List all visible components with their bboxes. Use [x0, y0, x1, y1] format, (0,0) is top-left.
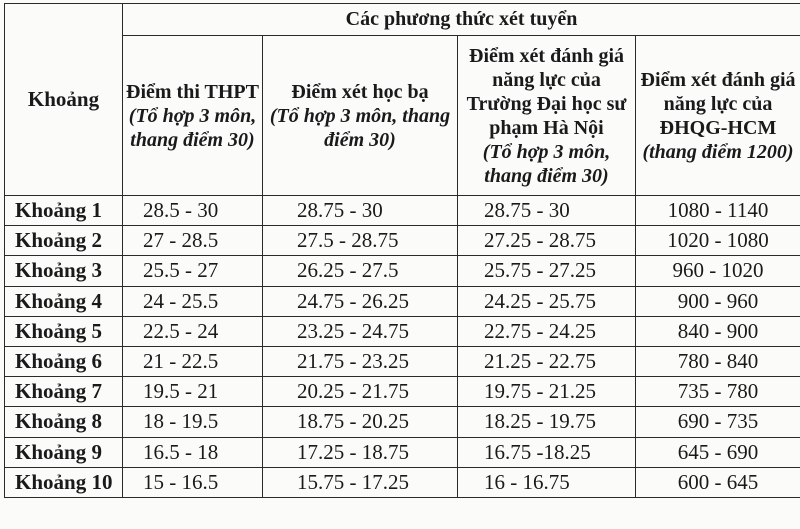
- method-title: Điểm xét học bạ: [291, 80, 429, 103]
- score-cell: 840 - 900: [636, 316, 800, 346]
- table-row: [5, 346, 800, 376]
- score-cell: 600 - 645: [636, 467, 800, 497]
- score-cell: 27.25 - 28.75: [458, 226, 636, 256]
- method-title: Điểm xét đánh giá năng lực của ĐHQG-HCM: [640, 68, 796, 139]
- score-cell: 15 - 16.5: [123, 467, 263, 497]
- method-note: (Tổ hợp 3 môn, thang điểm 30): [482, 140, 611, 187]
- score-cell: 960 - 1020: [636, 256, 800, 286]
- score-cell: 26.25 - 27.5: [263, 256, 458, 286]
- score-cell: 24.75 - 26.25: [263, 286, 458, 316]
- row-label: Khoảng 2: [5, 226, 123, 256]
- method-title: Điểm xét đánh giá năng lực của Trường Đại học sư phạm Hà Nội: [466, 44, 627, 139]
- row-label: Khoảng 3: [5, 256, 123, 286]
- score-cell: 645 - 690: [636, 437, 800, 467]
- score-cell: 24 - 25.5: [123, 286, 263, 316]
- corner-header: Khoảng: [5, 4, 123, 196]
- row-label: Khoảng 6: [5, 346, 123, 376]
- score-cell: 22.75 - 24.25: [458, 316, 636, 346]
- score-cell: 21 - 22.5: [123, 346, 263, 376]
- row-label: Khoảng 4: [5, 286, 123, 316]
- score-cell: 1080 - 1140: [636, 196, 800, 226]
- score-cell: 18.25 - 19.75: [458, 407, 636, 437]
- score-cell: 16.5 - 18: [123, 437, 263, 467]
- score-cell: 22.5 - 24: [123, 316, 263, 346]
- score-cell: 17.25 - 18.75: [263, 437, 458, 467]
- table-row: [5, 196, 800, 226]
- score-cell: 28.75 - 30: [458, 196, 636, 226]
- table-row: [5, 226, 800, 256]
- score-cell: 24.25 - 25.75: [458, 286, 636, 316]
- score-cell: 25.5 - 27: [123, 256, 263, 286]
- score-cell: 20.25 - 21.75: [263, 377, 458, 407]
- method-note: (Tổ hợp 3 môn, thang điểm 30): [128, 104, 257, 151]
- score-cell: 1020 - 1080: [636, 226, 800, 256]
- table-row: [5, 377, 800, 407]
- row-label: Khoảng 1: [5, 196, 123, 226]
- score-cell: 25.75 - 27.25: [458, 256, 636, 286]
- score-cell: 21.25 - 22.75: [458, 346, 636, 376]
- table-row: [5, 256, 800, 286]
- score-cell: 19.5 - 21: [123, 377, 263, 407]
- method-header-dgnl-dhqg: [636, 36, 800, 196]
- row-label: Khoảng 10: [5, 467, 123, 497]
- score-cell: 27.5 - 28.75: [263, 226, 458, 256]
- score-cell: 28.5 - 30: [123, 196, 263, 226]
- row-label: Khoảng 7: [5, 377, 123, 407]
- row-label: Khoảng 8: [5, 407, 123, 437]
- row-label: Khoảng 9: [5, 437, 123, 467]
- table-row: [5, 316, 800, 346]
- row-label: Khoảng 5: [5, 316, 123, 346]
- header-row-methods: [5, 36, 800, 196]
- score-cell: 735 - 780: [636, 377, 800, 407]
- score-cell: 780 - 840: [636, 346, 800, 376]
- score-cell: 15.75 - 17.25: [263, 467, 458, 497]
- score-cell: 16 - 16.75: [458, 467, 636, 497]
- method-title: Điểm thi THPT: [126, 80, 259, 103]
- score-cell: 27 - 28.5: [123, 226, 263, 256]
- score-cell: 19.75 - 21.25: [458, 377, 636, 407]
- score-cell: 900 - 960: [636, 286, 800, 316]
- score-cell: 23.25 - 24.75: [263, 316, 458, 346]
- score-cell: 18 - 19.5: [123, 407, 263, 437]
- method-note: (thang điểm 1200): [642, 140, 794, 163]
- score-cell: 28.75 - 30: [263, 196, 458, 226]
- header-row-group: [5, 4, 800, 36]
- score-cell: 18.75 - 20.25: [263, 407, 458, 437]
- method-header-hoc-ba: [263, 36, 458, 196]
- method-header-dgnl-dhsp: [458, 36, 636, 196]
- score-cell: 21.75 - 23.25: [263, 346, 458, 376]
- group-header: Các phương thức xét tuyển: [123, 4, 800, 36]
- admission-score-table: [4, 3, 800, 498]
- score-cell: 16.75 -18.25: [458, 437, 636, 467]
- table-row: [5, 437, 800, 467]
- table-row: [5, 286, 800, 316]
- method-header-thpt: [123, 36, 263, 196]
- table-row: [5, 467, 800, 497]
- table-row: [5, 407, 800, 437]
- score-cell: 690 - 735: [636, 407, 800, 437]
- method-note: (Tổ hợp 3 môn, thang điểm 30): [269, 104, 451, 151]
